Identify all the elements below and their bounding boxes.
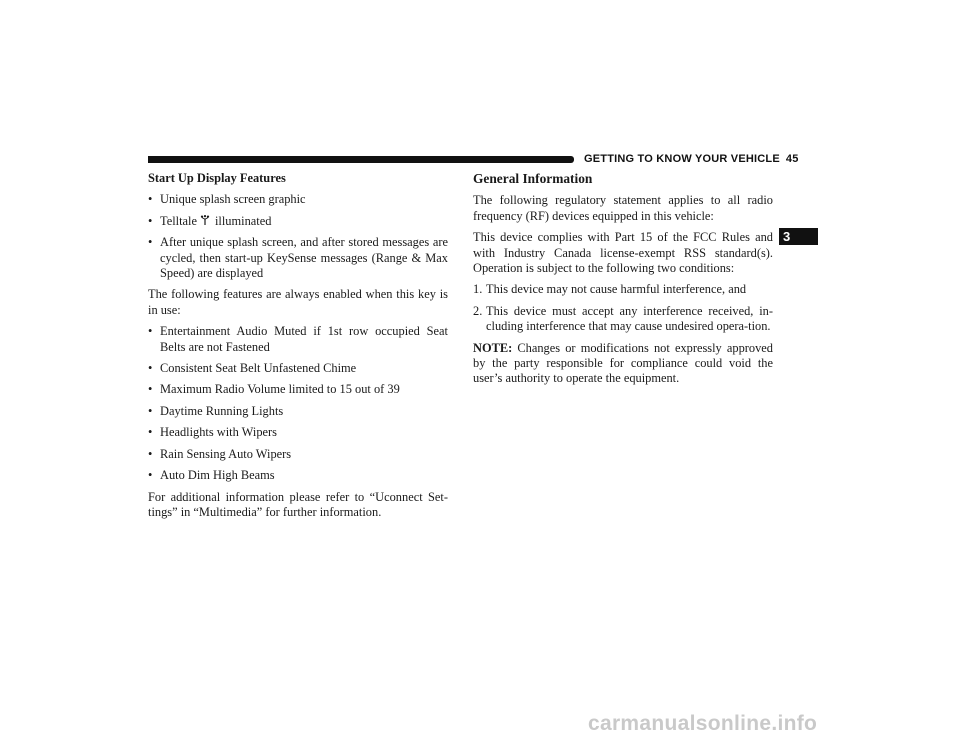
telltale-prefix: Telltale	[160, 213, 197, 228]
bullet-icon: •	[148, 425, 153, 440]
bullet-icon: •	[148, 468, 153, 483]
list-item: • Headlights with Wipers	[148, 425, 277, 440]
list-item: • Daytime Running Lights	[148, 403, 284, 418]
list-item: • Auto Dim High Beams	[148, 468, 275, 483]
always-enabled-feature-list	[148, 324, 448, 483]
note-text: Changes or modifications not expressly approved by the party responsible for compliance could void the user’s authority to operate the equipment.	[473, 340, 773, 386]
start-up-features-heading: Start Up Display Features	[148, 171, 286, 185]
list-item: • Unique splash screen graphic	[148, 192, 306, 207]
list-item: • Rain Sensing Auto Wipers	[148, 446, 292, 461]
conditions-list	[473, 282, 773, 334]
section-title: GETTING TO KNOW YOUR VEHICLE	[584, 153, 780, 165]
telltale-suffix: illuminated	[214, 213, 272, 228]
note-paragraph	[473, 341, 773, 387]
bullet-icon: •	[148, 361, 153, 376]
bullet-icon: •	[148, 446, 153, 461]
running-header	[584, 153, 799, 165]
bullet-icon: •	[148, 192, 153, 207]
page-number: 45	[785, 153, 799, 165]
general-information-heading: General Information	[473, 171, 593, 186]
list-item: • Entertainment Audio Muted if 1st row occupied Seat Belts are not Fastened	[148, 324, 448, 354]
left-column	[148, 171, 448, 526]
list-item	[148, 214, 448, 229]
list-item: 2. This device must accept any interference received, in-cluding interference that may cause undesired opera-tion.	[473, 303, 773, 334]
header-rule	[148, 156, 574, 163]
bullet-icon: •	[148, 324, 153, 339]
list-item: 1. This device may not cause harmful interference, and	[473, 282, 747, 297]
bullet-icon: •	[148, 403, 153, 418]
note-label: NOTE:	[473, 340, 513, 355]
list-item: • Consistent Seat Belt Unfastened Chime	[148, 361, 357, 376]
telltale-icon	[199, 214, 211, 226]
list-item: • Maximum Radio Volume limited to 15 out of 39	[148, 382, 400, 397]
bullet-icon: •	[148, 235, 153, 250]
fcc-paragraph: This device complies with Part 15 of the FCC Rules and with Industry Canada license-exempt RSS standard(s). Operation is subject to the following two conditions:	[473, 230, 773, 276]
watermark: carmanualsonline.info	[588, 712, 818, 735]
bullet-icon: •	[148, 382, 153, 397]
features-intro: The following features are always enabled when this key is in use:	[148, 287, 448, 317]
start-up-feature-list	[148, 192, 448, 281]
closing-paragraph: For additional information please refer to “Uconnect Set-tings” in “Multimedia” for further information.	[148, 489, 448, 519]
right-column	[473, 171, 773, 393]
list-item: • After unique splash screen, and after stored messages are cycled, then start-up KeySense messages (Range & Max Speed) are displayed	[148, 235, 448, 281]
bullet-icon: •	[148, 213, 153, 228]
chapter-tab: 3	[779, 228, 818, 245]
regulatory-paragraph: The following regulatory statement applies to all radio frequency (RF) devices equipped in this vehicle:	[473, 193, 773, 223]
